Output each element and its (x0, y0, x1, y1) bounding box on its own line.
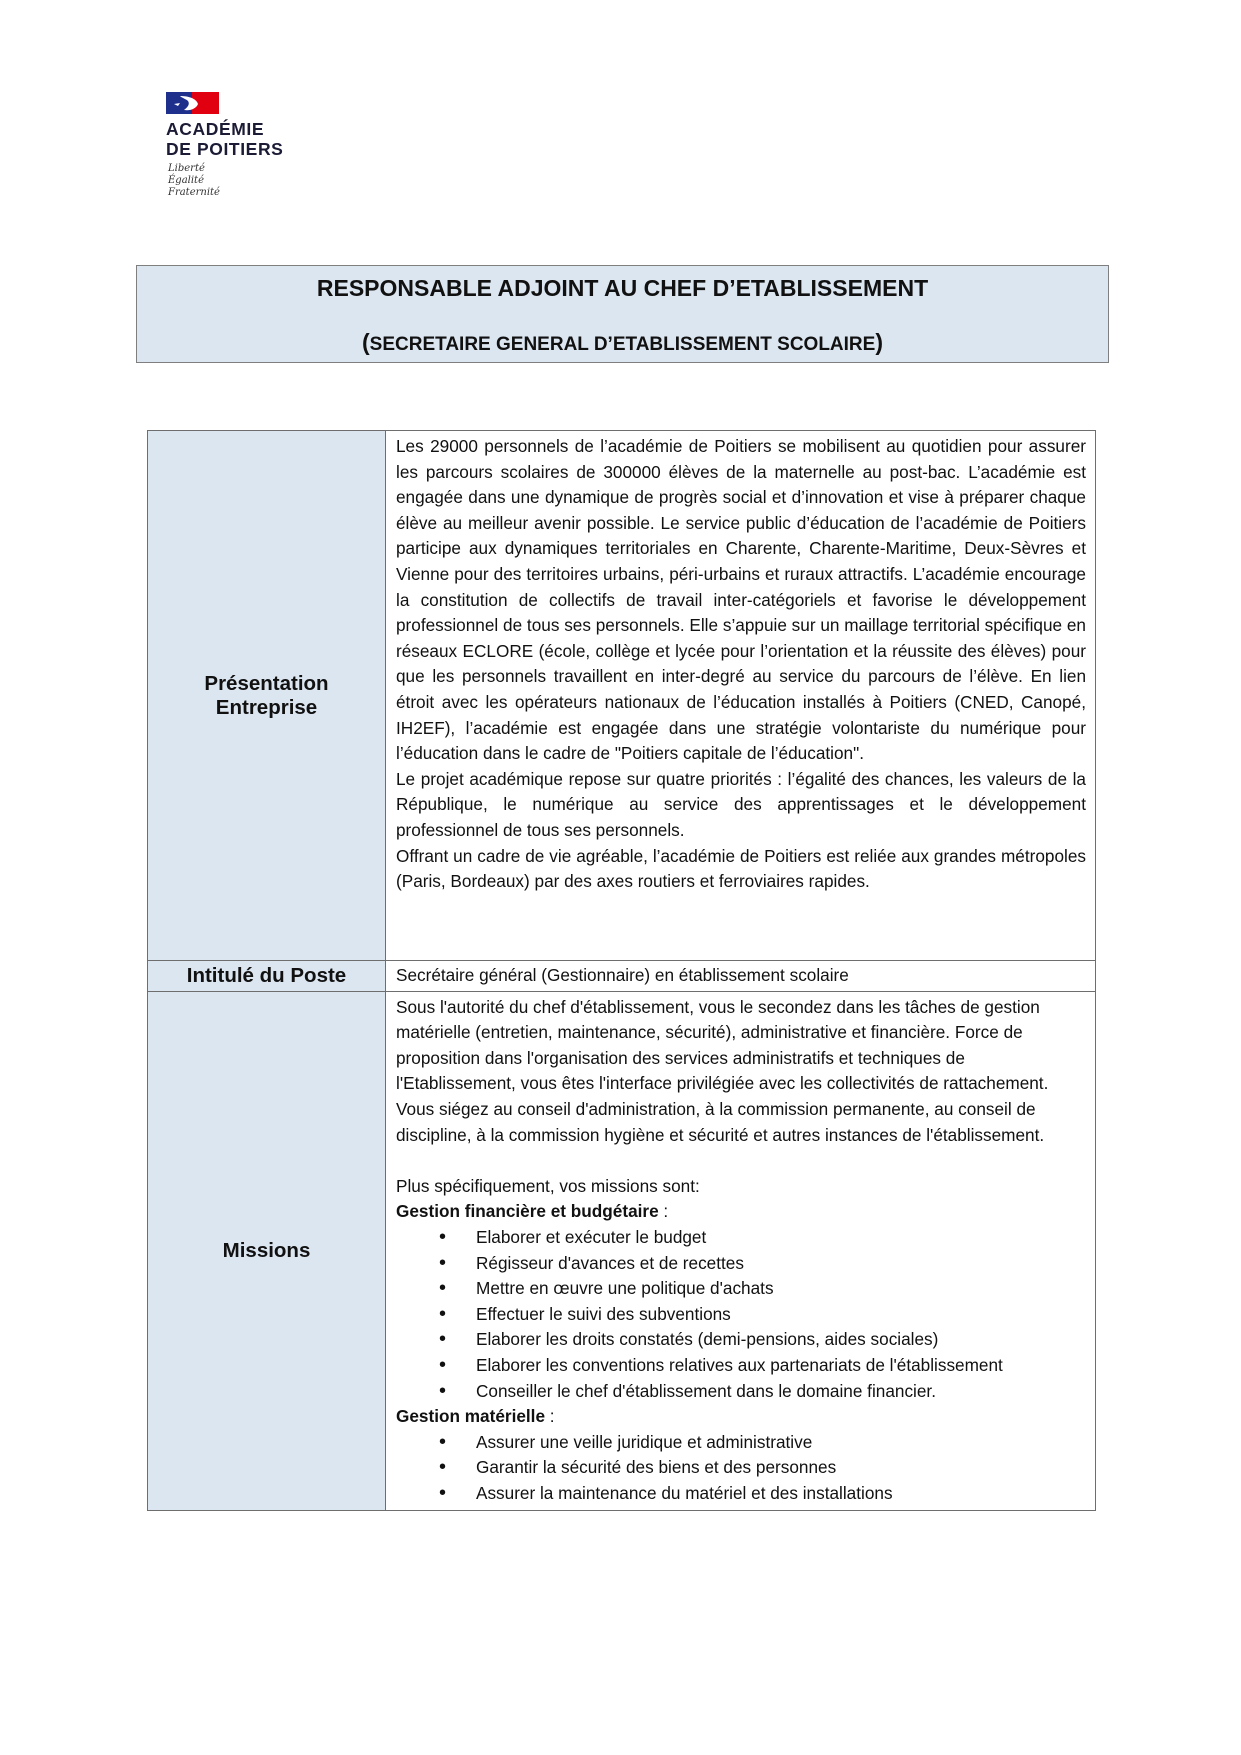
list-item: • Garantir la sécurité des biens et des personnes (396, 1455, 1086, 1481)
subtitle-open-paren: ( (362, 329, 370, 355)
presentation-paragraph-2: Le projet académique repose sur quatre priorités : l’égalité des chances, les valeurs de la République, le numérique au service des apprentissages et le développement professionnel de tous ses personnels. (396, 768, 1086, 840)
financial-title: Gestion financière et budgétaire (396, 1201, 659, 1222)
job-info-table (147, 430, 1096, 1511)
list-item: • Effectuer le suivi des subventions (396, 1302, 1086, 1328)
table-row-intitule (148, 961, 1096, 992)
page-title: RESPONSABLE ADJOINT AU CHEF D’ETABLISSEMENT (316, 275, 929, 301)
table-row-presentation (148, 431, 1096, 961)
missions-intro-1: Sous l'autorité du chef d'établissement, vous le secondez dans les tâches de gestion matérielle (entretien, maintenance, sécurité), administrative et financière. Force de proposition dans l'organisation des services administratifs et techniques de l'Etablissement, vous êtes l'interface privilégiée avec les collectivités de rattachement. (396, 996, 1049, 1094)
label-intitule: Intitulé du Poste (148, 961, 386, 992)
missions-specific: Plus spécifiquement, vos missions sont: (396, 1175, 700, 1196)
motto-egalite: Égalité (168, 175, 204, 186)
marianne-flag-icon (166, 92, 219, 114)
financial-list (396, 1225, 1086, 1404)
missions-spacer (396, 1148, 1086, 1174)
content-presentation (386, 431, 1096, 961)
content-intitule: Secrétaire général (Gestionnaire) en établissement scolaire (386, 961, 1096, 992)
list-item: • Mettre en œuvre une politique d'achats (396, 1276, 1086, 1302)
missions-intro-2: Vous siégez au conseil d'administration, à la commission permanente, au conseil de discipline, à la commission hygiène et sécurité et autres instances de l'établissement. (396, 1098, 1045, 1145)
financial-heading (396, 1199, 1086, 1225)
presentation-paragraph-3: Offrant un cadre de vie agréable, l’académie de Poitiers est reliée aux grandes métropoles (Paris, Bordeaux) par des axes routiers et ferroviaires rapides. (396, 845, 1086, 892)
label-presentation-line-2: Entreprise (215, 695, 318, 719)
logo-line-2: DE POITIERS (166, 139, 284, 159)
motto-fraternite: Fraternité (168, 187, 220, 198)
presentation-paragraph-1: Les 29000 personnels de l’académie de Poitiers se mobilisent au quotidien pour assurer les parcours scolaires de 300000 élèves de la maternelle au post-bac. L’académie est engagée dans une dynamique de progrès social et d’innovation et vise à préparer chaque élève au meilleur avenir possible. Le service public d’éducation de l’académie de Poitiers participe aux dynamiques territoriales en Charente, Charente-Maritime, Deux-Sèvres et Vienne pour des territoires urbains, péri-urbains et ruraux attractifs. L’académie encourage la constitution de collectifs de travail inter-catégoriels et favorise le développement professionnel de tous ses personnels. Elle s’appuie sur un maillage territorial spécifique en réseaux ECLORE (école, collège et lycée pour l’orientation et la réussite des élèves) pour que les personnels travaillent en inter-degré au service du parcours de l’élève. En lien étroit avec les opérateurs nationaux de l’éducation installés à Poitiers (CNED, Canopé, IH2EF), l’académie est engagée dans une stratégie volontariste du numérique pour l’éducation dans le cadre de "Poitiers capitale de l’éducation". (396, 436, 1086, 764)
list-item: • Elaborer les conventions relatives aux partenariats de l'établissement (396, 1353, 1086, 1379)
material-heading (396, 1404, 1086, 1430)
list-item: • Elaborer et exécuter le budget (396, 1225, 1086, 1251)
title-box (136, 265, 1109, 363)
table-row-missions (148, 991, 1096, 1511)
list-item: • Elaborer les droits constatés (demi-pensions, aides sociales) (396, 1327, 1086, 1353)
material-title: Gestion matérielle (396, 1406, 546, 1427)
list-item: • Régisseur d'avances et de recettes (396, 1251, 1086, 1277)
label-presentation-line-1: Présentation (204, 671, 329, 695)
page-subtitle (137, 329, 1108, 356)
list-item: • Assurer une veille juridique et administrative (396, 1430, 1086, 1456)
label-presentation (148, 431, 386, 961)
motto-liberte: Liberté (168, 163, 205, 174)
list-item: • Assurer la maintenance du matériel et des installations (396, 1481, 1086, 1507)
material-suffix: : (545, 1406, 555, 1427)
financial-suffix: : (658, 1201, 669, 1222)
logo-line-1: ACADÉMIE (166, 119, 265, 139)
subtitle-close-paren: ) (875, 329, 883, 355)
subtitle-text: SECRETAIRE GENERAL D’ETABLISSEMENT SCOLAIRE (369, 334, 876, 355)
material-list (396, 1430, 1086, 1507)
label-missions: Missions (148, 991, 386, 1511)
content-missions (386, 991, 1096, 1511)
list-item: • Conseiller le chef d'établissement dans le domaine financier. (396, 1379, 1086, 1405)
